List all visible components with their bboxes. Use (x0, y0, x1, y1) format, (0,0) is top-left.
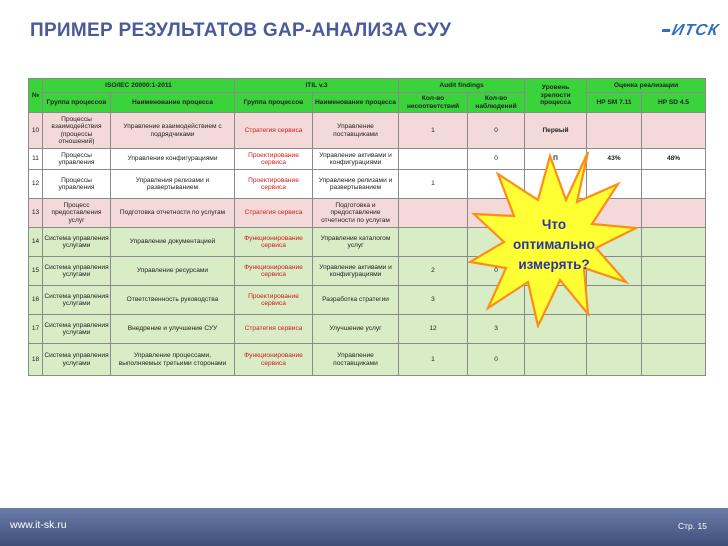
iso-process: Управления релизами и развертыванием (111, 170, 235, 199)
header-audit: Audit findings (399, 79, 525, 93)
header-level: Уровень зрелости процесса (525, 79, 587, 113)
row-num: 14 (29, 228, 43, 257)
table-row (29, 113, 706, 149)
itil-process: Управление поставщиками (313, 113, 399, 149)
callout-line: оптимально (513, 237, 595, 252)
observations: 0 (468, 344, 525, 376)
iso-process: Управление конфигурациями (111, 149, 235, 170)
itil-process: Управление активами и конфигурациями (313, 257, 399, 286)
nonconformities: 1 (399, 344, 468, 376)
iso-group: Система управления услугами (43, 228, 111, 257)
callout-text (480, 215, 628, 275)
iso-process: Внедрение и улучшение СУУ (111, 315, 235, 344)
itil-group: Стратегия сервиса (235, 199, 313, 228)
iso-group: Процесс предоставления услуг (43, 199, 111, 228)
page-number: Стр. 15 (678, 521, 707, 531)
logo-bar-icon (662, 29, 671, 32)
row-num: 15 (29, 257, 43, 286)
row-num: 13 (29, 199, 43, 228)
iso-group: Процессы управления (43, 149, 111, 170)
header-nc: Кол-во несоответствий (399, 93, 468, 113)
header-num: № (29, 79, 43, 113)
header-hp1: HP SM 7.11 (587, 93, 642, 113)
maturity-level: П (525, 149, 587, 170)
row-num: 11 (29, 149, 43, 170)
itil-group: Проектирование сервиса (235, 149, 313, 170)
hp-sm (587, 344, 642, 376)
itil-group: Проектирование сервиса (235, 170, 313, 199)
header-group-itil: Группа процессов (235, 93, 313, 113)
iso-group: Система управления услугами (43, 286, 111, 315)
observations: 0 (468, 113, 525, 149)
row-num: 12 (29, 170, 43, 199)
hp-sd (642, 170, 706, 199)
itil-process: Управление поставщиками (313, 344, 399, 376)
itil-group: Функционирование сервиса (235, 344, 313, 376)
hp-sd (642, 113, 706, 149)
slide-title: ПРИМЕР РЕЗУЛЬТАТОВ GAP-АНАЛИЗА СУУ (30, 20, 452, 41)
itil-process: Управление активами и конфигурациями (313, 149, 399, 170)
header-name-iso: Наименование процесса (111, 93, 235, 113)
iso-process: Подготовка отчетности по услугам (111, 199, 235, 228)
itil-group: Проектирование сервиса (235, 286, 313, 315)
observations: 0 (468, 149, 525, 170)
maturity-level (525, 344, 587, 376)
itil-process: Управление каталогом услуг (313, 228, 399, 257)
iso-group: Процессы взаимодействия (процессы отношений) (43, 113, 111, 149)
header-hp2: HP SD 4.5 (642, 93, 706, 113)
itil-process: Управление релизами и развертыванием (313, 170, 399, 199)
iso-process: Управление документацией (111, 228, 235, 257)
nonconformities (399, 149, 468, 170)
company-logo (660, 22, 720, 40)
table-row (29, 344, 706, 376)
hp-sd: 48% (642, 149, 706, 170)
hp-sm (587, 113, 642, 149)
hp-sm: 43% (587, 149, 642, 170)
hp-sd (642, 199, 706, 228)
iso-process: Управление взаимодействием с подрядчиками (111, 113, 235, 149)
itil-process: Разработка стратегии (313, 286, 399, 315)
observations: 0 (468, 257, 525, 286)
hp-sd (642, 257, 706, 286)
iso-group: Система управления услугами (43, 344, 111, 376)
footer-bar (0, 508, 728, 546)
row-num: 18 (29, 344, 43, 376)
iso-group: Процессы управления (43, 170, 111, 199)
hp-sd (642, 286, 706, 315)
nonconformities: 1 (399, 170, 468, 199)
nonconformities: 1 (399, 113, 468, 149)
maturity-level: Первый (525, 113, 587, 149)
header-itil: ITIL v.3 (235, 79, 399, 93)
row-num: 17 (29, 315, 43, 344)
itil-process: Подготовка и предоставление отчетности по услугам (313, 199, 399, 228)
itil-group: Стратегия сервиса (235, 113, 313, 149)
header-group-iso: Группа процессов (43, 93, 111, 113)
hp-sd (642, 228, 706, 257)
iso-process: Управление ресурсами (111, 257, 235, 286)
itil-process: Улучшение услуг (313, 315, 399, 344)
nonconformities: 12 (399, 315, 468, 344)
nonconformities (399, 228, 468, 257)
iso-process: Управление процессами, выполняемых третьими сторонами (111, 344, 235, 376)
itil-group: Функционирование сервиса (235, 257, 313, 286)
hp-sd (642, 344, 706, 376)
logo-text: ИТСК (670, 22, 721, 39)
header-name-itil: Наименование процесса (313, 93, 399, 113)
itil-group: Функционирование сервиса (235, 228, 313, 257)
nonconformities: 2 (399, 257, 468, 286)
iso-process: Ответственность руководства (111, 286, 235, 315)
iso-group: Система управления услугами (43, 257, 111, 286)
nonconformities: 3 (399, 286, 468, 315)
row-num: 10 (29, 113, 43, 149)
hp-sd (642, 315, 706, 344)
itil-group: Стратегия сервиса (235, 315, 313, 344)
header-obs: Кол-во наблюдений (468, 93, 525, 113)
observations: 3 (468, 315, 525, 344)
footer-url[interactable]: www.it-sk.ru (10, 519, 67, 531)
callout-line: измерять? (518, 257, 590, 272)
header-assessment: Оценка реализации (587, 79, 706, 93)
header-iso: ISO/IEC 20000:1-2011 (43, 79, 235, 93)
callout-line: Что (541, 217, 567, 232)
nonconformities (399, 199, 468, 228)
row-num: 16 (29, 286, 43, 315)
iso-group: Система управления услугами (43, 315, 111, 344)
